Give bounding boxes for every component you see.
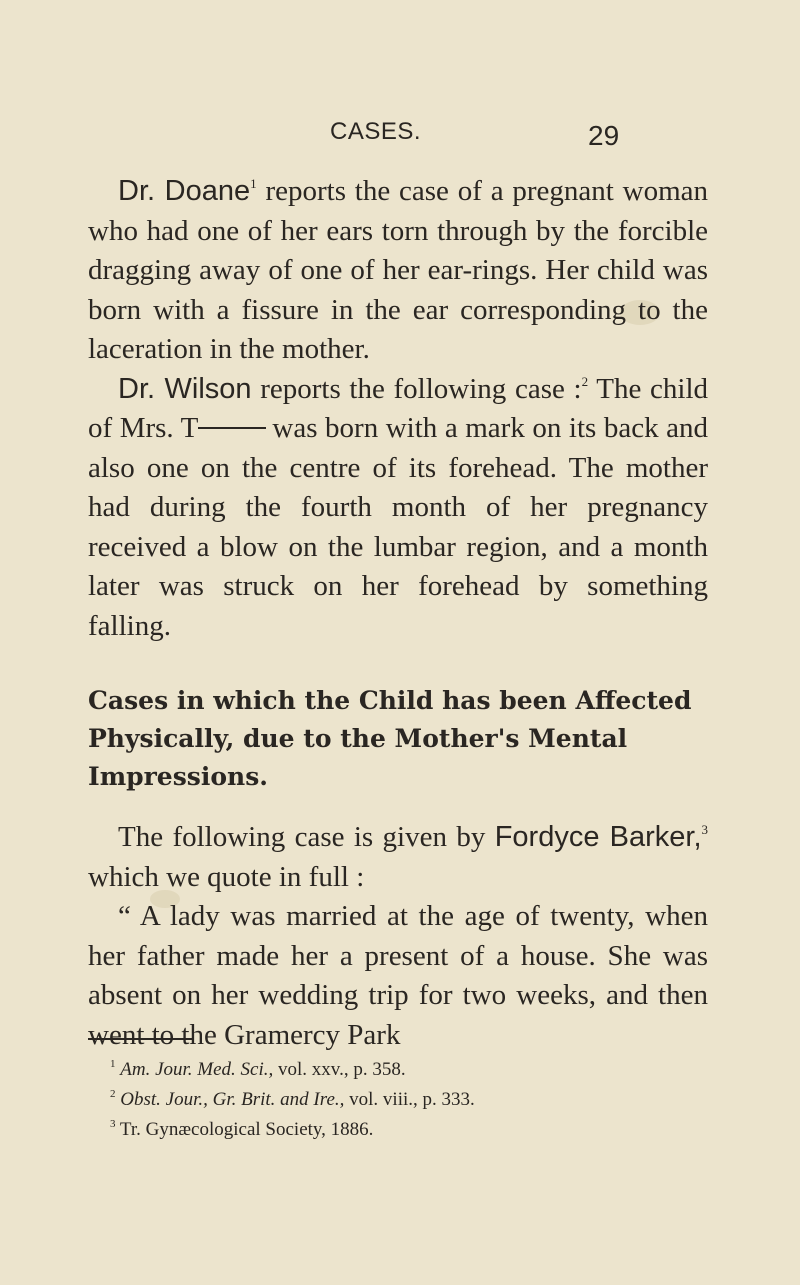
footnote-citation: Tr. Gynæcological Society, 1886. <box>119 1119 374 1140</box>
page-number: 29 <box>588 120 620 151</box>
footnote <box>110 1085 710 1115</box>
paragraph-text: The following case is given by <box>118 821 495 853</box>
footnote <box>110 1055 710 1085</box>
footnote-number: 2 <box>110 1088 116 1100</box>
footnote-citation: vol. xxv., p. 358. <box>273 1059 406 1080</box>
paragraph-text: was born with a mark on its back and also one on the centre of its forehead. The mother had during the fourth month of her pregnancy received a blow on the lumbar region, and a month later was struck on her forehead by something falling. <box>88 412 708 642</box>
body-text <box>88 172 708 1055</box>
footnotes <box>110 1055 710 1145</box>
running-head: CASES. <box>330 118 422 145</box>
footnote-ref: 2 <box>581 373 589 389</box>
paragraph-text: reports the case of a pregnant woman who had one of her ears torn through by the forcible dragging away of one of her ear-rings. Her child was born with a fissure in the ear corresponding to the laceration in the mother. <box>88 175 709 365</box>
paragraph-barker <box>88 818 708 897</box>
page-header <box>0 118 800 158</box>
paragraph-wilson <box>88 370 708 647</box>
author-name: Fordyce Barker, <box>494 821 702 853</box>
footnote-citation: vol. viii., p. 333. <box>344 1089 475 1110</box>
footnote-ref: 3 <box>701 822 708 837</box>
footnote <box>110 1115 710 1145</box>
em-dash-rule <box>198 427 266 429</box>
footnote-number: 3 <box>110 1118 116 1130</box>
author-name: Dr. Doane <box>118 175 251 207</box>
footnote-ref: 1 <box>250 176 257 191</box>
footnote-number: 1 <box>110 1058 116 1070</box>
footnote-journal: Am. Jour. Med. Sci., <box>120 1059 274 1080</box>
footnote-rule <box>88 1038 192 1040</box>
paragraph-doane <box>88 172 708 370</box>
author-name: Dr. Wilson <box>118 372 252 405</box>
paragraph-quote: “ A lady was married at the age of twenty, when her father made her a present of a house. She was absent on her wedding trip for two weeks, and then went to the Gramercy Park <box>88 900 708 1051</box>
paragraph-text: which we quote in full : <box>88 860 365 893</box>
section-heading: Cases in which the Child has been Affected Physically, due to the Mother's Mental Impressions. <box>88 686 692 791</box>
paragraph-text: The child of Mrs. T <box>88 372 708 444</box>
footnote-journal: Obst. Jour., Gr. Brit. and Ire., <box>120 1089 345 1110</box>
paragraph-text: reports the following case : <box>251 372 582 405</box>
